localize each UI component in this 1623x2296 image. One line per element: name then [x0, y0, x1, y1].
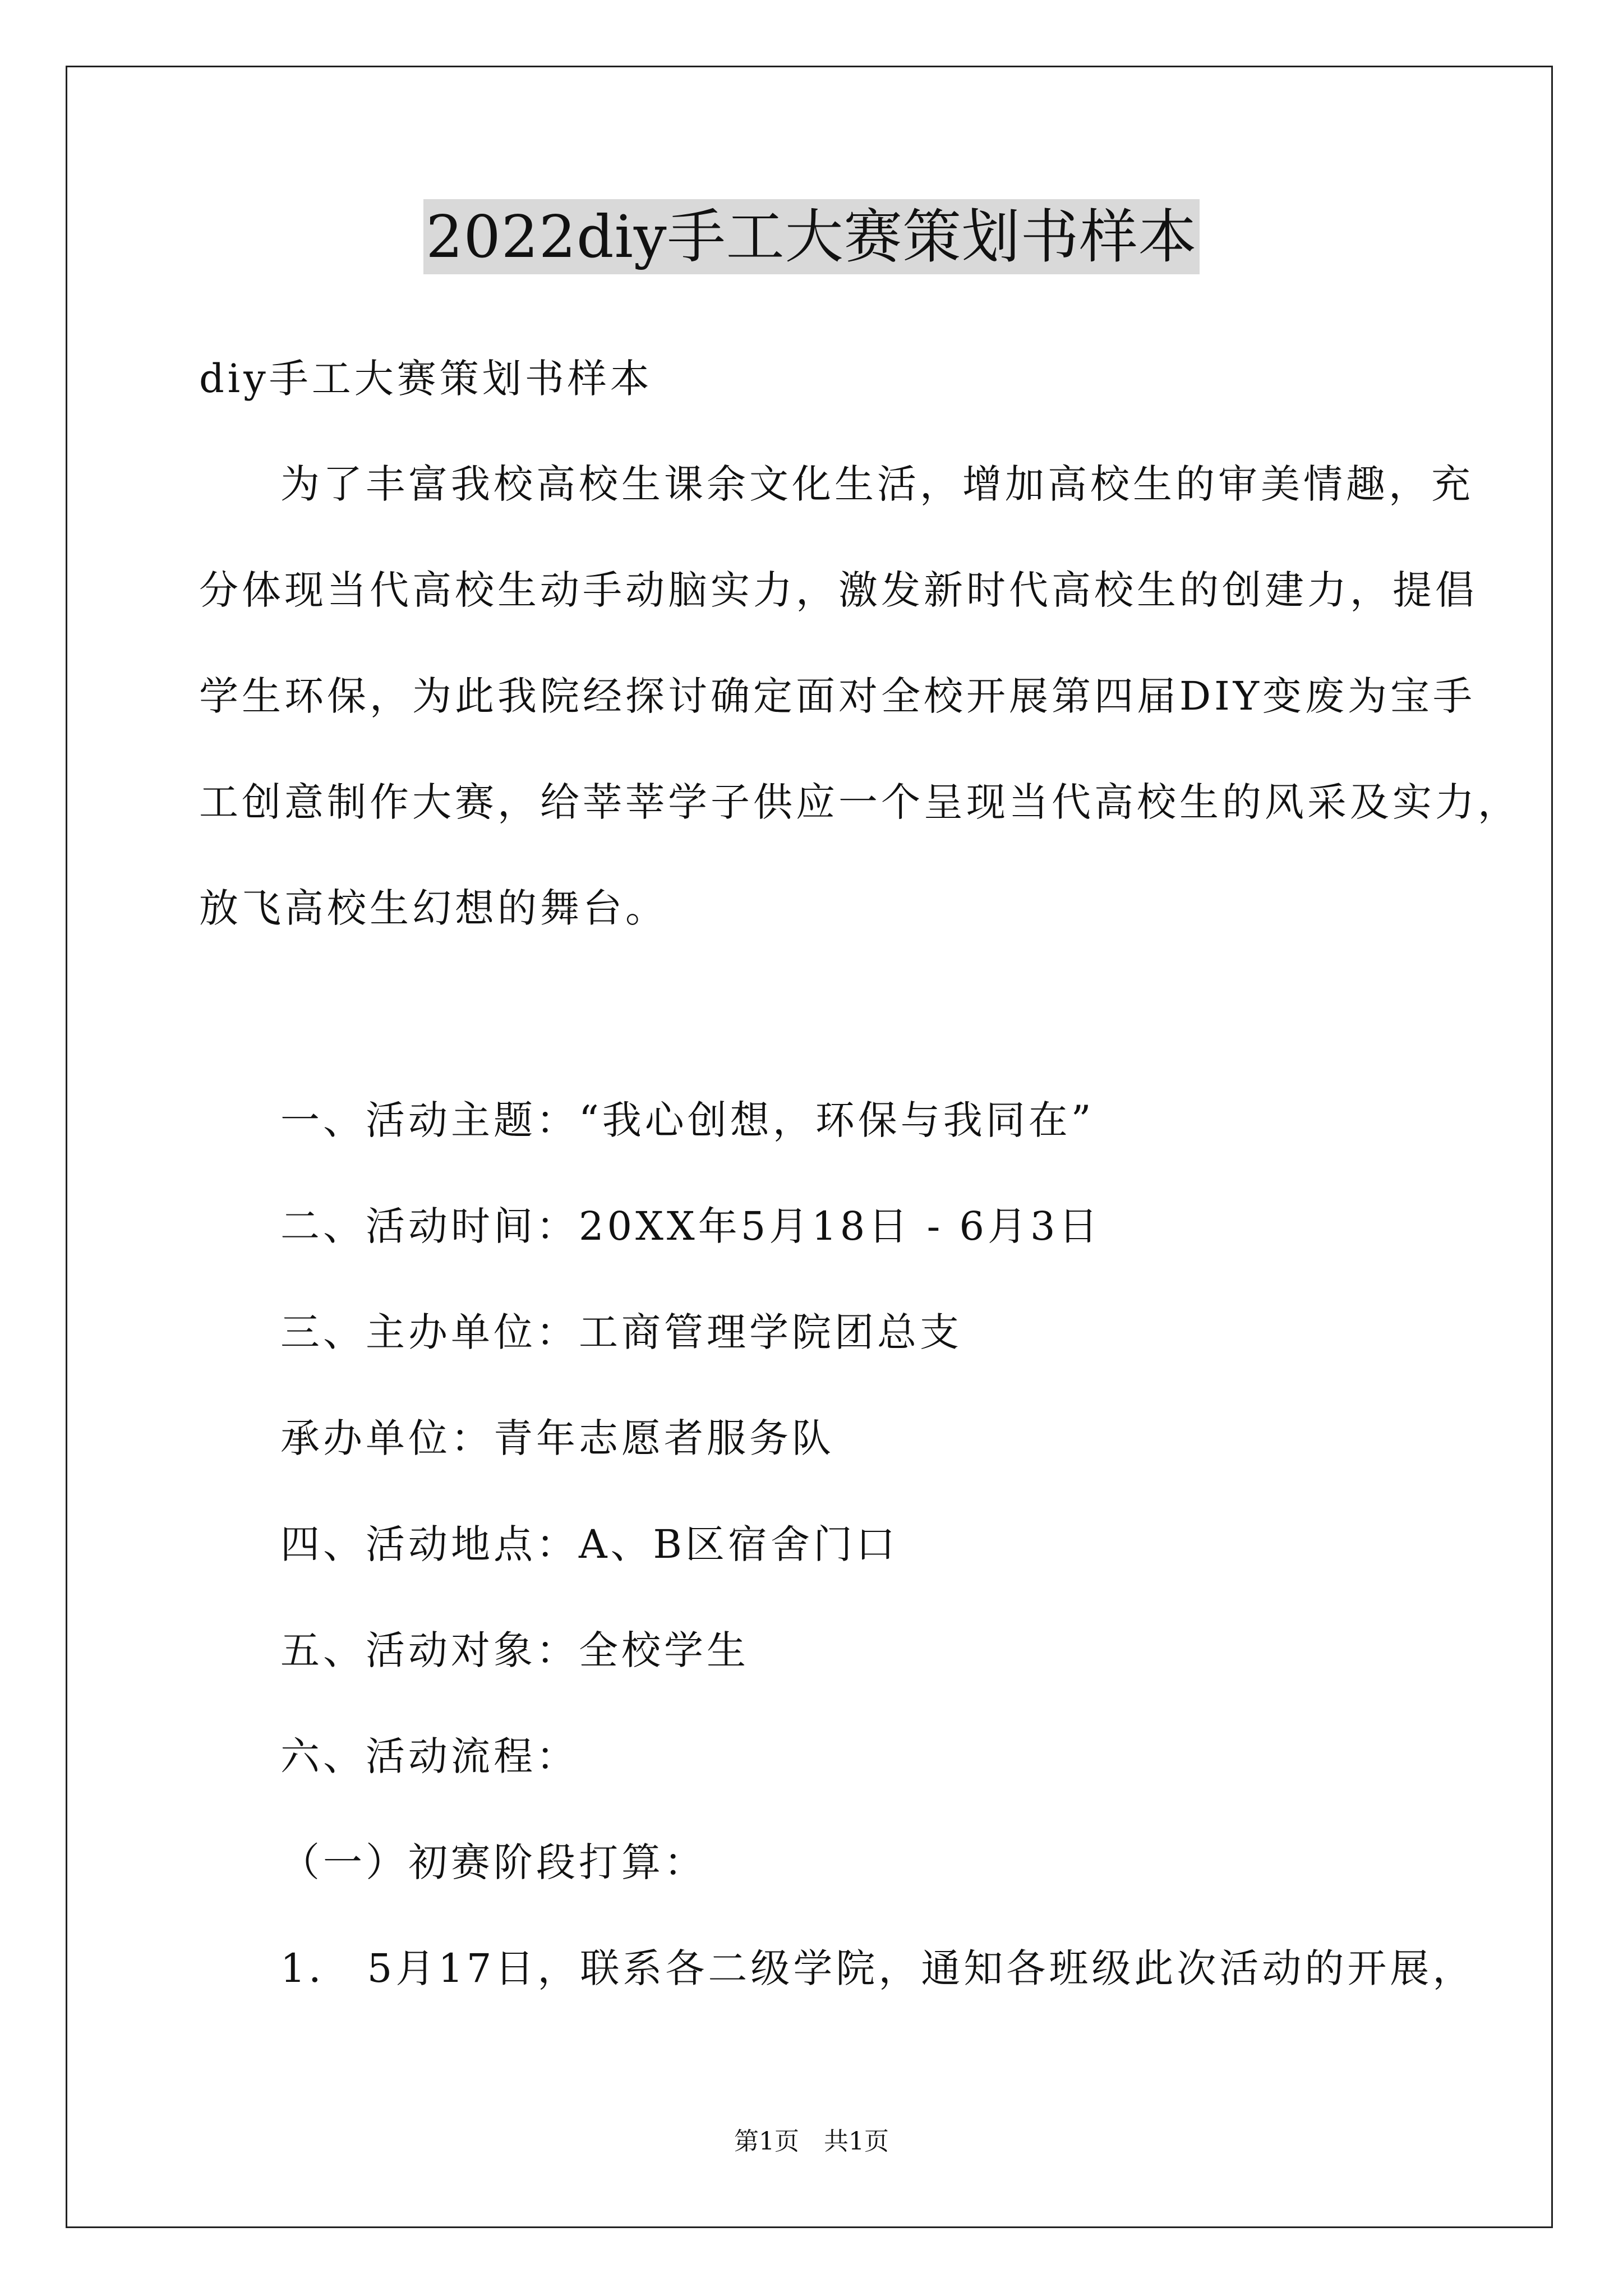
- paragraph-line: 工创意制作大赛，给莘莘学子供应一个呈现当代高校生的风采及实力，: [199, 779, 1520, 825]
- list-item: 四、活动地点：A、B区宿舍门口: [280, 1521, 898, 1567]
- paragraph-line: 放飞高校生幻想的舞台。: [199, 885, 668, 931]
- list-item: 二、活动时间：20XX年5月18日 - 6月3日: [280, 1203, 1101, 1249]
- list-item: （一）初赛阶段打算：: [280, 1839, 707, 1885]
- list-item: 承办单位：青年志愿者服务队: [280, 1415, 834, 1461]
- page-footer: 第1页 共1页: [734, 2127, 889, 2156]
- list-item: 一、活动主题：“我心创想，环保与我同在”: [280, 1097, 1095, 1143]
- paragraph-line: 为了丰富我校高校生课余文化生活，增加高校生的审美情趣，充: [280, 461, 1474, 507]
- list-item: 六、活动流程：: [280, 1733, 579, 1779]
- list-item: 三、主办单位：工商管理学院团总支: [280, 1309, 962, 1355]
- paragraph-line: 分体现当代高校生动手动脑实力，激发新时代高校生的创建力，提倡: [199, 567, 1478, 613]
- paragraph-line: 学生环保，为此我院经探讨确定面对全校开展第四届DIY变废为宝手: [199, 673, 1476, 719]
- document-title: 2022diy手工大赛策划书样本: [423, 199, 1199, 274]
- list-item: 1． 5月17日，联系各二级学院，通知各班级此次活动的开展，: [280, 1945, 1476, 1991]
- document-subtitle: diy手工大赛策划书样本: [199, 356, 653, 402]
- title-container: [0, 199, 1623, 274]
- list-item: 五、活动对象：全校学生: [280, 1627, 749, 1673]
